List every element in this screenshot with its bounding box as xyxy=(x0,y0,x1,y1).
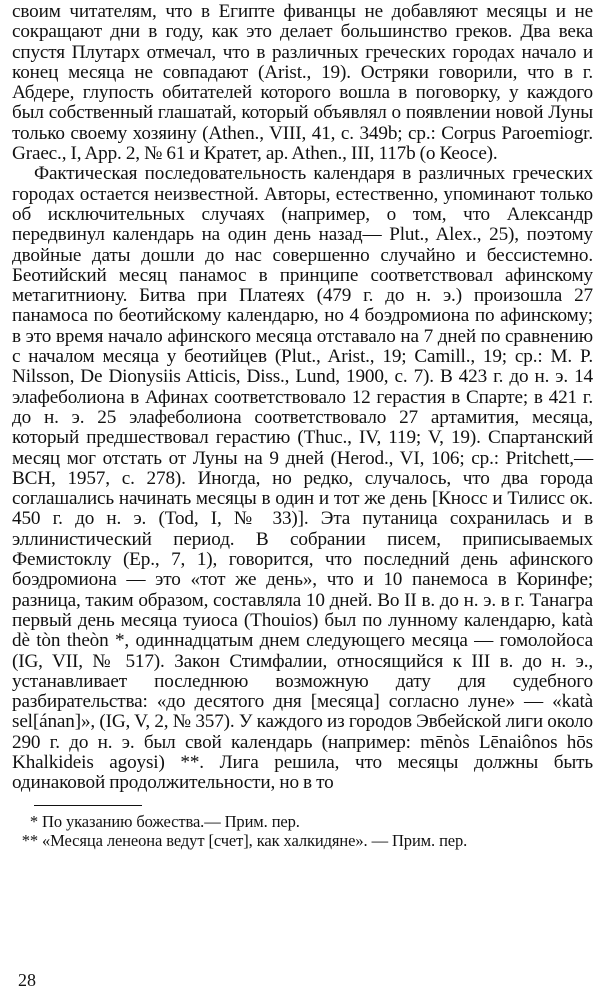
footnote xyxy=(12,831,593,850)
page-number: 28 xyxy=(18,970,36,990)
footnote-mark: * xyxy=(29,811,38,831)
footnotes xyxy=(12,812,593,850)
footnote-text: «Месяца ленеона ведут [счет], как халкидяне». — Прим. пер. xyxy=(42,830,468,850)
body-text xyxy=(12,2,593,794)
paragraph-continued: своим читателям, что в Египте фиванцы не добавляют месяцы и не сокращают дни в году, как это делает большинство греков. Два века спустя Плутарх отмечал, что в различных греческих городах начало и конец месяца не совпадают (Arist., 19). Остряки говорили, что в г. Абдере, глупость обитателей которого вошла в поговорку, у каждого был собственный глашатай, который объявлял о появлении новой Луны только своему хозяину (Athen., VIII, 41, с. 349b; ср.: Corpus Paroemiogr. Graec., I, App. 2, № 61 и Кратет, ap. Athen., III, 117b (о Кеосе). xyxy=(12,1,593,165)
footnote xyxy=(12,812,593,831)
paragraph-calendar-sequence: Фактическая последовательность календаря в различных греческих городах остается неизвестной. Авторы, естественно, упоминают только об исключительных случаях (например, о том, что Александр передвинул календарь на один день назад— Plut., Alex., 25), поэтому двойные даты дошли до нас совершенно случайно и бессистемно. Беотийский месяц панамос в принципе соответствовал афинскому метагитниону. Битва при Платеях (479 г. до н. э.) произошла 27 панамоса по беотийскому календарю, но 4 боэдромиона по афинскому; в это время начало афинского месяца отставало на 7 дней по сравнению с началом месяца у беотийцев (Plut., Arist., 19; Camill., 19; ср.: M. P. Nilsson, De Dionysiis Atticis, Diss., Lund, 1900, с. 7). В 423 г. до н. э. 14 элафеболиона в Афинах соответствовало 12 герастия в Спарте; в 421 г. до н. э. 25 элафеболиона соответствовало 27 артамития, месяца, который предшествовал герастию (Thuc., IV, 119; V, 19). Спартанский месяц мог отстать от Луны на 9 дней (Herod., VI, 106; ср.: Pritchett,— BCH, 1957, с. 278). Иногда, но редко, случалось, что два города соглашались начинать месяцы в один и тот же день [Кносс и Тилисс ок. 450 г. до н. э. (Tod, I, № 33)]. Эта путаница сохранилась и в эллинистический период. В собрании писем, приписываемых Фемистоклу (Ep., 7, 1), говорится, что последний день афинского боэдромиона — это «тот же день», что и 10 панемоса в Коринфе; разница, таким образом, составляла 10 дней. Во II в. до н. э. в г. Танагра первый день месяца туиоса (Thouios) был по лунному календарю, katà dè tòn theòn *, одиннадцатым днем следующего месяца — гомолойоса (IG, VII, № 517). Закон Стимфалии, относящийся к III в. до н. э., устанавливает последнюю возможную дату для судебного разбирательства: «до десятого дня [месяца] согласно луне» — «katà sel[ánan]», (IG, V, 2, № 357). У каждого из городов Эвбейской лиги около 290 г. до н. э. был свой календарь (например: mēnòs Lēnaiônos hōs Khalkideis agoysi) **. Лига решила, что месяцы должны быть одинаковой продолжительности, но в то xyxy=(12,163,593,794)
footnote-separator xyxy=(34,805,142,806)
footnote-text: По указанию божества.— Прим. пер. xyxy=(42,811,300,831)
footnote-mark: ** xyxy=(21,830,38,850)
